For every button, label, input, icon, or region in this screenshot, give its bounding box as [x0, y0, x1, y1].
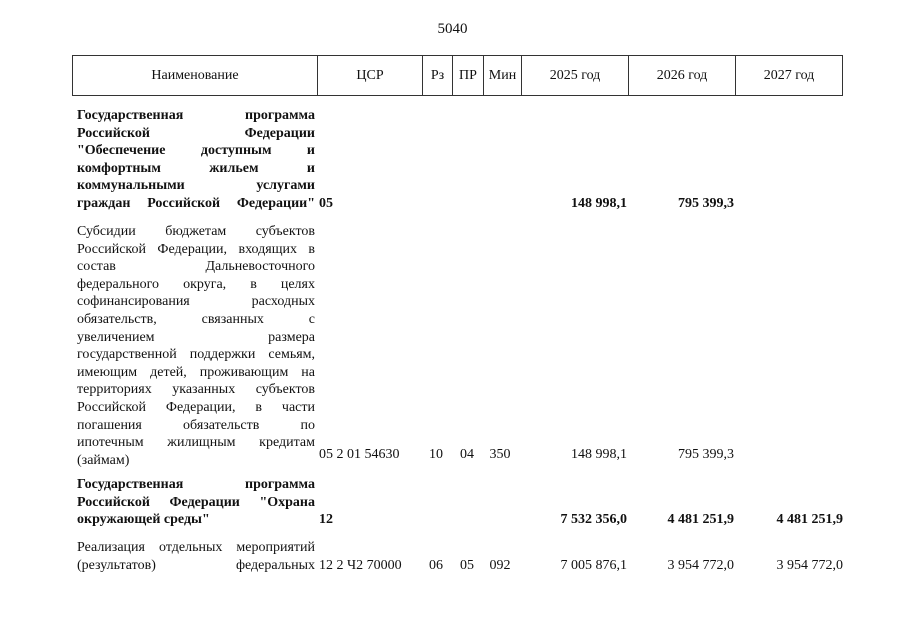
row-2026: 795 399,3: [678, 447, 734, 462]
row-name-line: окружающей среды": [77, 512, 210, 528]
row-name-line: Российской Федерации: [77, 125, 315, 141]
row-name: [77, 223, 315, 469]
row-2027: 4 481 251,9: [776, 512, 843, 527]
row-name-line: (займам): [77, 452, 130, 468]
row-min: 092: [489, 558, 511, 573]
row-name-line: увеличением размера: [77, 329, 315, 345]
row-name-line: имеющим детей, проживающим на: [77, 364, 315, 380]
row-name-line: Государственная программа: [77, 477, 315, 492]
row-csr: 05: [319, 196, 333, 211]
header-pr: ПР: [453, 56, 484, 95]
table-header: [72, 55, 843, 96]
row-name-line: софинансирования расходных: [77, 294, 315, 310]
header-name: Наименование: [73, 56, 318, 95]
row-name-line: комфортным жильем и: [77, 160, 315, 176]
header-rz: Рз: [423, 56, 453, 95]
row-2027: 3 954 772,0: [776, 558, 843, 573]
row-name-line: Реализация отдельных мероприятий: [77, 540, 315, 555]
row-name-line: Российской Федерации "Охрана: [77, 494, 315, 510]
row-name-line: Российской Федерации, входящих в: [77, 241, 315, 257]
row-2025: 148 998,1: [571, 196, 627, 211]
row-pr: 04: [460, 447, 474, 462]
row-name-line: граждан Российской Федерации": [77, 195, 315, 211]
row-name-line: Государственная программа: [77, 108, 315, 123]
row-name-line: территориях указанных субъектов: [77, 382, 315, 398]
row-name: [77, 539, 315, 574]
row-name-line: погашения обязательств по: [77, 417, 315, 433]
row-2025: 148 998,1: [571, 447, 627, 462]
row-2025: 7 532 356,0: [560, 512, 627, 527]
row-name: [77, 107, 315, 213]
row-name-line: Субсидии бюджетам субъектов: [77, 224, 315, 239]
row-name-line: "Обеспечение доступным и: [77, 143, 315, 159]
row-csr: 12 2 Ч2 70000: [319, 558, 402, 573]
row-2026: 3 954 772,0: [667, 558, 734, 573]
row-name-line: ипотечным жилищным кредитам: [77, 435, 315, 451]
row-name: [77, 476, 315, 529]
row-name-line: Российской Федерации, в части: [77, 399, 315, 415]
header-min: Мин: [484, 56, 522, 95]
page-number: 5040: [437, 21, 468, 37]
row-rz: 06: [429, 558, 443, 573]
row-2026: 795 399,3: [678, 196, 734, 211]
row-rz: 10: [429, 447, 443, 462]
row-name-line: (результатов) федеральных: [77, 557, 315, 573]
row-name-line: государственной поддержки семьям,: [77, 347, 315, 363]
row-2025: 7 005 876,1: [560, 558, 627, 573]
row-2026: 4 481 251,9: [667, 512, 734, 527]
header-2025: 2025 год: [522, 56, 629, 95]
row-csr: 12: [319, 512, 333, 527]
row-pr: 05: [460, 558, 474, 573]
row-name-line: состав Дальневосточного: [77, 259, 315, 275]
header-csr: ЦСР: [318, 56, 423, 95]
row-name-line: обязательств, связанных с: [77, 311, 315, 327]
row-min: 350: [489, 447, 511, 462]
row-csr: 05 2 01 54630: [319, 447, 400, 462]
row-name-line: федерального округа, в целях: [77, 276, 315, 292]
row-name-line: коммунальными услугами: [77, 178, 315, 194]
header-2026: 2026 год: [629, 56, 736, 95]
header-2027: 2027 год: [763, 67, 815, 83]
